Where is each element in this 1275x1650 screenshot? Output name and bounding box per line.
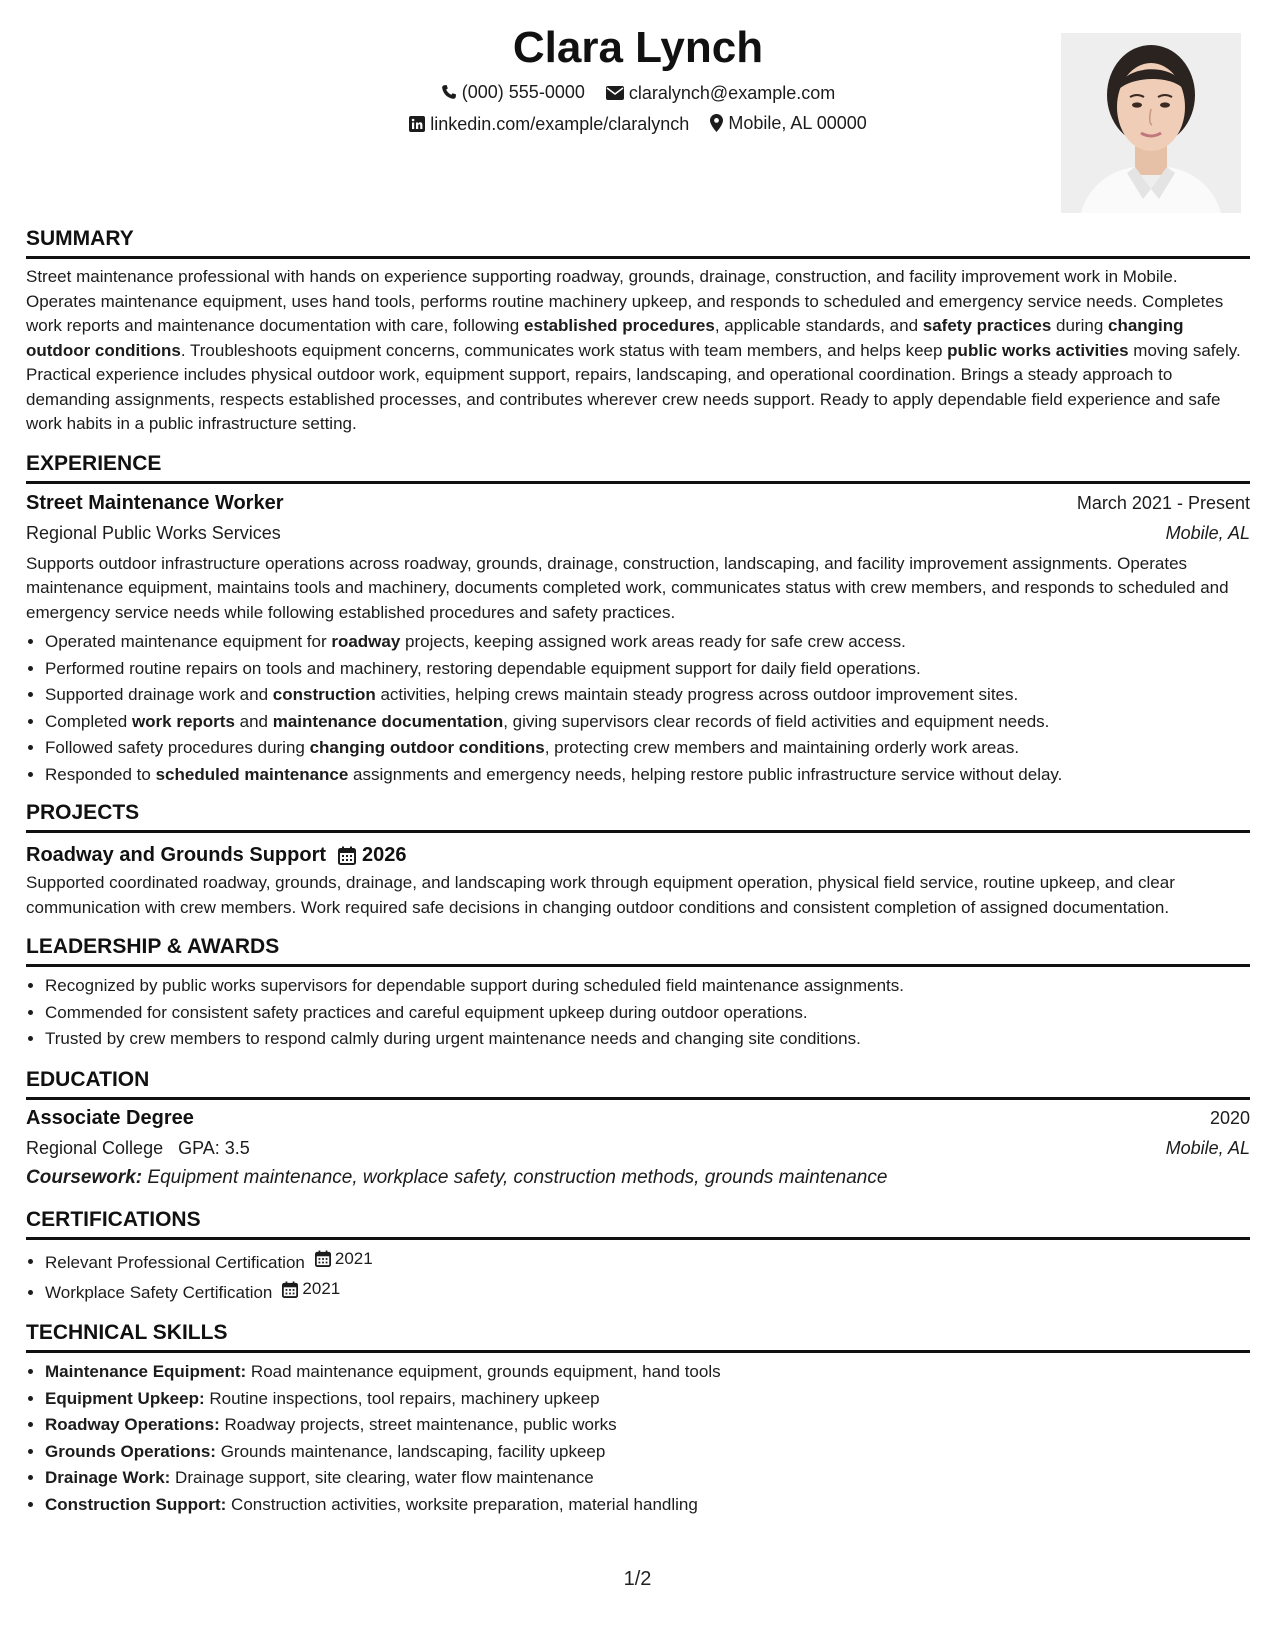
skills-list xyxy=(26,1359,1250,1518)
project-title-row xyxy=(26,841,1250,869)
location-text: Mobile, AL 00000 xyxy=(728,113,867,133)
coursework xyxy=(26,1163,1250,1193)
projects-heading: PROJECTS xyxy=(26,800,1250,833)
education-section xyxy=(26,1067,1250,1193)
certification-date xyxy=(282,1276,340,1303)
job-location: Mobile, AL xyxy=(1165,522,1250,543)
certification-name: Workplace Safety Certification xyxy=(45,1282,273,1302)
job-header-row xyxy=(26,488,1250,518)
emphasis-text: maintenance documentation xyxy=(272,711,504,731)
skills-section xyxy=(26,1320,1250,1518)
school-location: Mobile, AL xyxy=(1165,1137,1250,1158)
emphasis-text: work reports xyxy=(131,711,235,731)
leadership-list xyxy=(26,973,1250,1053)
skill-value: Routine inspections, tool repairs, machinery upkeep xyxy=(204,1388,600,1408)
experience-bullet: • Followed safety procedures during changing outdoor conditions, protecting crew members and maintaining orderly work areas. xyxy=(45,735,1250,762)
contact-phone xyxy=(441,80,585,104)
skill-value: Roadway projects, street maintenance, public works xyxy=(219,1415,617,1434)
job-description: Supports outdoor infrastructure operations across roadway, grounds, drainage, construction, landscaping, and facility improvement assignments. Operates maintenance equipment, maintains tools and machinery, documents completed work, communicates status with crew members, and responds to scheduled and emergency service needs while following established procedures and safety practices. xyxy=(26,553,1229,622)
summary-heading: SUMMARY xyxy=(26,226,1250,259)
contact-location xyxy=(710,111,866,135)
experience-bullet: • Operated maintenance equipment for roadway projects, keeping assigned work areas ready for safe crew access. xyxy=(45,629,1250,656)
skill-item xyxy=(45,1359,1250,1386)
emphasis-text: changing outdoor conditions xyxy=(26,316,1184,360)
certification-year: 2021 xyxy=(334,1248,373,1268)
emphasis-text: scheduled maintenance xyxy=(155,764,349,784)
certification-year: 2021 xyxy=(302,1278,341,1298)
certification-item xyxy=(45,1276,1250,1306)
phone-icon xyxy=(441,84,457,100)
skill-item xyxy=(45,1386,1250,1413)
resume-page xyxy=(26,0,1250,1518)
resume-header xyxy=(26,0,1250,226)
skill-label: Grounds Operations: xyxy=(45,1441,216,1461)
calendar-icon xyxy=(338,846,356,865)
email-link[interactable]: claralynch@example.com xyxy=(628,83,836,103)
emphasis-text: roadway xyxy=(331,632,401,651)
award-item: • Trusted by crew members to respond calmly during urgent maintenance needs and changing site conditions. xyxy=(45,1026,1250,1053)
leadership-heading: LEADERSHIP & AWARDS xyxy=(26,934,1250,967)
emphasis-text: established procedures xyxy=(524,316,715,335)
summary-section xyxy=(26,226,1250,437)
skill-item xyxy=(45,1465,1250,1492)
project-year: 2026 xyxy=(362,844,407,866)
skill-label: Maintenance Equipment: xyxy=(45,1362,247,1381)
skill-item xyxy=(45,1492,1250,1519)
skill-label: Roadway Operations: xyxy=(45,1415,220,1434)
calendar-icon xyxy=(282,1281,298,1298)
school-row xyxy=(26,1133,1250,1163)
experience-bullet: • Supported drainage work and construction activities, helping crews maintain steady progress across outdoor improvement sites. xyxy=(45,682,1250,709)
experience-bullet: • Responded to scheduled maintenance assignments and emergency needs, helping restore public infrastructure service without delay. xyxy=(45,762,1250,789)
emphasis-text: safety practices xyxy=(922,316,1052,335)
summary-text: Street maintenance professional with hands on experience supporting roadway, grounds, drainage, construction, and facility improvement work in Mobile. Operates maintenance equipment, uses hand tools, performs routine machinery upkeep, and responds to scheduled and emergency service needs. Completes work reports and maintenance documentation with care, following established procedures, applicable standards, and safety practices during changing outdoor conditions. Troubleshoots equipment concerns, communicates work status with team members, and helps keep public works activities moving safely. Practical experience includes physical outdoor work, equipment support, repairs, landscaping, and operational coordination. Brings a steady approach to demanding assignments, respects established processes, and contributes wherever crew needs support. Ready to apply dependable field experience and safe work habits in a public infrastructure setting. xyxy=(26,267,1241,433)
envelope-icon xyxy=(606,86,624,100)
job-org: Regional Public Works Services xyxy=(26,522,281,543)
project-name: Roadway and Grounds Support xyxy=(26,844,327,866)
emphasis-text: changing outdoor conditions xyxy=(309,738,545,757)
coursework-label: Coursework: xyxy=(26,1166,143,1188)
skill-item xyxy=(45,1439,1250,1466)
map-pin-icon xyxy=(710,114,723,132)
skill-label: Drainage Work: xyxy=(45,1468,171,1487)
certifications-section xyxy=(26,1207,1250,1307)
degree-row xyxy=(26,1103,1250,1133)
certifications-list xyxy=(26,1246,1250,1307)
emphasis-text: construction xyxy=(272,685,376,704)
job-dates: March 2021 - Present xyxy=(1076,492,1250,513)
job-title: Street Maintenance Worker xyxy=(26,491,284,514)
gpa: GPA: 3.5 xyxy=(178,1137,250,1158)
skill-value: Road maintenance equipment, grounds equipment, hand tools xyxy=(246,1362,721,1381)
contact-linkedin xyxy=(409,112,689,136)
certifications-heading: CERTIFICATIONS xyxy=(26,1207,1250,1240)
certification-date xyxy=(315,1246,373,1273)
linkedin-link[interactable]: linkedin.com/example/claralynch xyxy=(430,114,690,134)
calendar-icon xyxy=(315,1250,331,1267)
experience-bullet: • Performed routine repairs on tools and machinery, restoring dependable equipment support for daily field operations. xyxy=(45,656,1250,683)
certification-name: Relevant Professional Certification xyxy=(45,1252,305,1272)
projects-section xyxy=(26,800,1250,920)
skill-value: Drainage support, site clearing, water flow maintenance xyxy=(170,1468,594,1487)
coursework-text: Equipment maintenance, workplace safety, construction methods, grounds maintenance xyxy=(147,1166,888,1188)
job-org-row xyxy=(26,518,1250,548)
experience-bullet: • Completed work reports and maintenance documentation, giving supervisors clear records of field activities and equipment needs. xyxy=(45,709,1250,736)
emphasis-text: public works activities xyxy=(947,340,1129,360)
linkedin-icon xyxy=(409,116,425,132)
profile-photo xyxy=(1061,33,1241,213)
school-info xyxy=(26,1133,250,1163)
candidate-name: Clara Lynch xyxy=(512,23,764,72)
contact-email xyxy=(606,81,835,105)
award-item: • Recognized by public works supervisors for dependable support during scheduled field maintenance assignments. xyxy=(45,973,1250,1000)
degree-year: 2020 xyxy=(1209,1107,1250,1128)
skill-value: Construction activities, worksite preparation, material handling xyxy=(226,1494,698,1514)
phone-text: (000) 555-0000 xyxy=(461,82,585,102)
skill-label: Equipment Upkeep: xyxy=(45,1388,205,1408)
experience-section xyxy=(26,451,1250,789)
page-number: 1/2 xyxy=(623,1568,652,1590)
project-description: Supported coordinated roadway, grounds, drainage, and landscaping work through equipment operation, physical field service, routine upkeep, and clear communication with crew members. Work required safe decisions in changing outdoor conditions and consistent completion of assigned documentation. xyxy=(26,873,1175,917)
school-name: Regional College xyxy=(26,1137,164,1158)
skill-label: Construction Support: xyxy=(45,1494,227,1514)
education-heading: EDUCATION xyxy=(26,1067,1250,1100)
skill-value: Grounds maintenance, landscaping, facility upkeep xyxy=(215,1441,606,1461)
certification-item xyxy=(45,1246,1250,1276)
award-item: • Commended for consistent safety practices and careful equipment upkeep during outdoor operations. xyxy=(45,1000,1250,1027)
experience-heading: EXPERIENCE xyxy=(26,451,1250,484)
leadership-section xyxy=(26,934,1250,1053)
skill-item xyxy=(45,1412,1250,1439)
portrait-image xyxy=(1061,33,1241,213)
job-bullets xyxy=(26,629,1250,788)
skills-heading: TECHNICAL SKILLS xyxy=(26,1320,1250,1353)
degree-name: Associate Degree xyxy=(26,1106,194,1129)
